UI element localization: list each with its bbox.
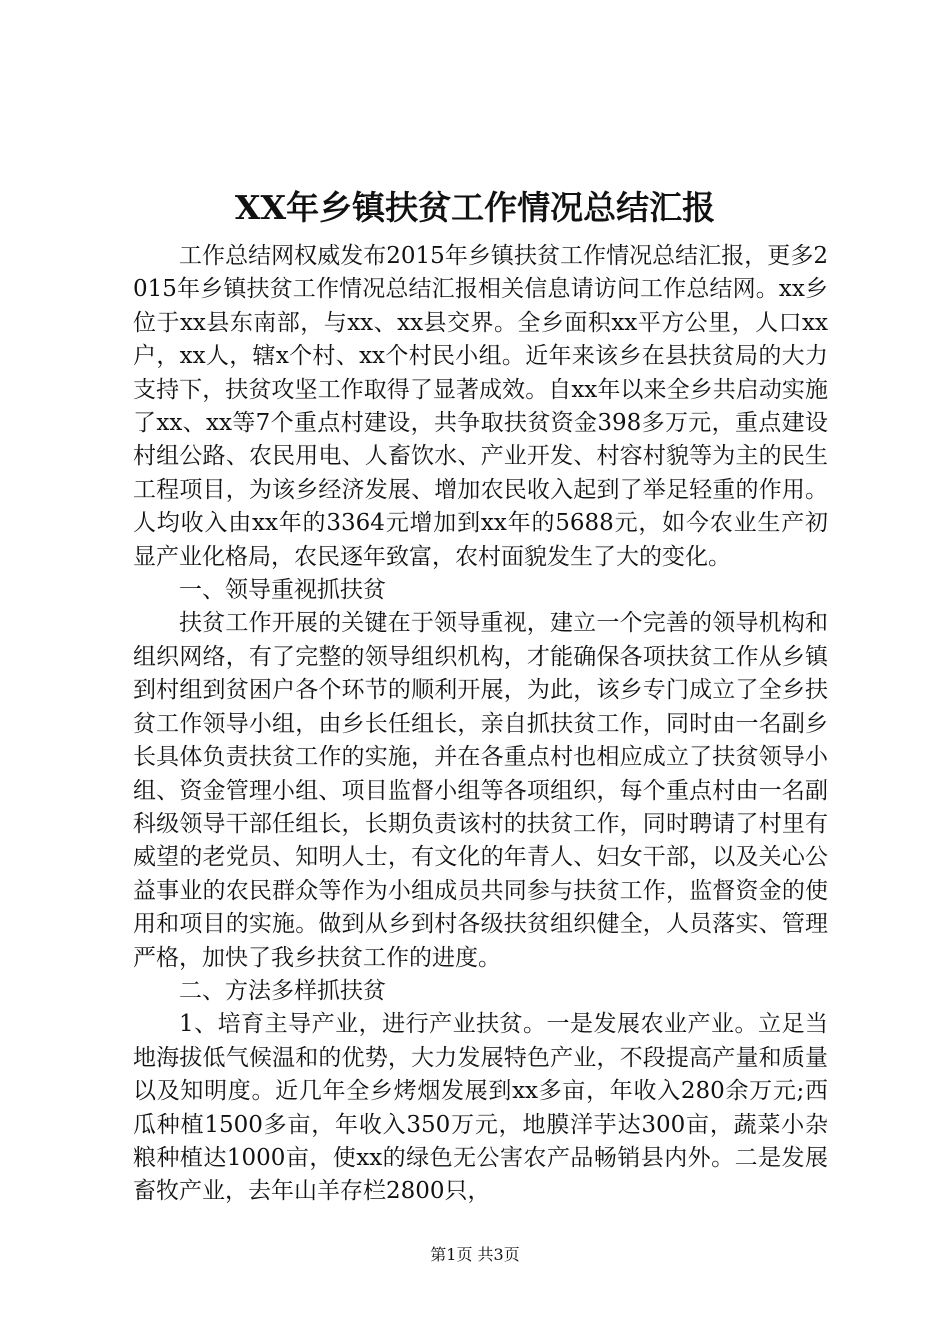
section-heading-1: 一、领导重视抓扶贫 [179,577,386,604]
paragraph-intro: 工作总结网权威发布2015年乡镇扶贫工作情况总结汇报，更多2015年乡镇扶贫工作情况总结汇报相关信息请访问工作总结网。xx乡位于xx县东南部，与xx、xx县交界。全乡面积xx平方公里，人口xx户，xx人，辖x个村、xx个村民小组。近年来该乡在县扶贫局的大力支持下，扶贫攻坚工作取得了显著成效。自xx年以来全乡共启动实施了xx、xx等7个重点村建设，共争取扶贫资金398多万元，重点建设村组公路、农民用电、人畜饮水、产业开发、村容村貌等为主的民生工程项目，为该乡经济发展、增加农民收入起到了举足轻重的作用。人均收入由xx年的3364元增加到xx年的5688元，如今农业生产初显产业化格局，农民逐年致富，农村面貌发生了大的变化。 [133,243,828,570]
section-heading-2: 二、方法多样抓扶贫 [179,977,386,1004]
paragraph-section-2: 1、培育主导产业，进行产业扶贫。一是发展农业产业。立足当地海拔低气候温和的优势，大力发展特色产业，不段提高产量和质量以及知明度。近几年全乡烤烟发展到xx多亩，年收入280余万元;西瓜种植1500多亩，年收入350万元，地膜洋芋达300亩，蔬菜小杂粮种植达1000亩，使xx的绿色无公害农产品畅销县内外。二是发展畜牧产业，去年山羊存栏2800只， [133,1011,828,1205]
document-title: XX年乡镇扶贫工作情况总结汇报 [234,188,716,227]
paragraph-section-1: 扶贫工作开展的关键在于领导重视，建立一个完善的领导机构和组织网络，有了完整的领导组织机构，才能确保各项扶贫工作从乡镇到村组到贫困户各个环节的顺利开展，为此，该乡专门成立了全乡扶贫工作领导小组，由乡长任组长，亲自抓扶贫工作，同时由一名副乡长具体负责扶贫工作的实施，并在各重点村也相应成立了扶贫领导小组、资金管理小组、项目监督小组等各项组织，每个重点村由一名副科级领导干部任组长，长期负责该村的扶贫工作，同时聘请了村里有威望的老党员、知明人士，有文化的年青人、妇女干部，以及关心公益事业的农民群众等作为小组成员共同参与扶贫工作，监督资金的使用和项目的实施。做到从乡到村各级扶贫组织健全，人员落实、管理严格，加快了我乡扶贫工作的进度。 [133,610,828,971]
document-body [133,240,828,1209]
page-footer: 第1页 共3页 [430,1245,520,1264]
